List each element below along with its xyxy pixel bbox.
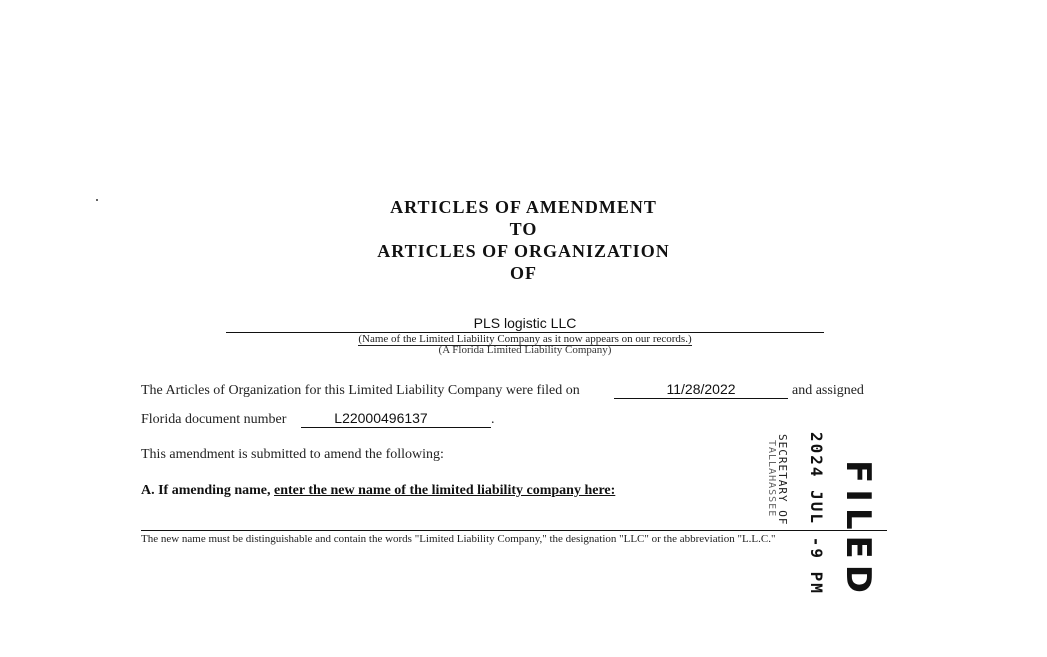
section-a-heading [141,483,615,499]
company-name-caption-text: (Name of the Limited Liability Company as it now appears on our records.) [358,333,692,345]
filed-date-underline [614,398,788,399]
new-name-field[interactable] [141,530,887,531]
document-number-period: . [491,412,495,427]
document-number-underline [301,427,491,428]
amendment-intro: This amendment is submitted to amend the following: [141,447,444,462]
company-name-field[interactable]: PLS logistic LLC [473,315,577,331]
stamp-filed-text: FILED [838,460,878,599]
title-line-3: ARTICLES OF ORGANIZATION [377,241,670,261]
stamp-tallahassee-text: TALLAHASSEE [766,440,777,518]
section-a-instruction: enter the new name of the limited liability company here: [274,483,616,498]
stamp-secretary-text: SECRETARY OF [776,434,789,526]
stamp-date-text: 2024 JUL -9 PM [807,432,826,595]
title-line-4: OF [510,263,537,283]
company-type-caption: (A Florida Limited Liability Company) [438,344,612,356]
new-name-footnote: The new name must be distinguishable and contain the words "Limited Liability Company," the designation "LLC" or the abbreviation "L.L.C." [141,533,776,545]
filed-date-field[interactable]: 11/28/2022 [666,381,736,397]
title-line-1: ARTICLES OF AMENDMENT [390,197,657,217]
document-number-field[interactable]: L22000496137 [334,410,428,426]
assigned-label: and assigned [792,383,864,398]
title-line-2: TO [509,219,538,239]
document-number-label: Florida document number [141,412,287,427]
filed-on-label: The Articles of Organization for this Limited Liability Company were filed on [141,383,580,398]
section-a-label: A. If amending name, [141,483,271,498]
